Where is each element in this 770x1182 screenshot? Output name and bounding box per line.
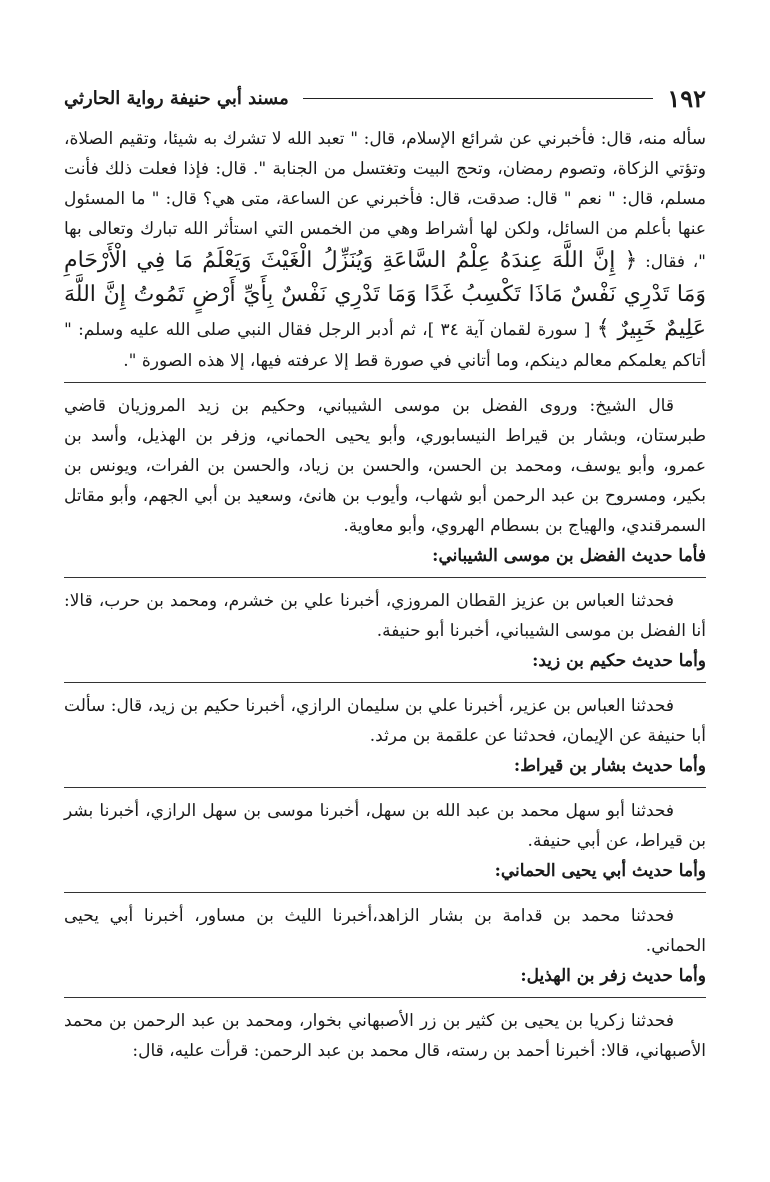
hadith-text [64,124,706,376]
chain-section [64,541,706,646]
section-divider [64,787,706,788]
quran-verse: ﴿ إِنَّ اللَّهَ عِندَهُ عِلْمُ السَّاعَةِ وَيُنَزِّلُ الْغَيْثَ وَيَعْلَمُ مَا فِي الْأَرْحَامِ وَمَا تَدْرِي نَفْسٌ مَاذَا تَكْسِبُ غَدًا وَمَا تَدْرِي نَفْسٌ بِأَيِّ أَرْضٍ تَمُوتُ إِنَّ اللَّهَ عَلِيمٌ خَبِيرٌ ﴾ [64,248,706,341]
section-divider [64,577,706,578]
book-title: مسند أبي حنيفة رواية الحارثي [64,87,289,109]
chain-section [64,856,706,961]
chain-section [64,751,706,856]
section-divider [64,382,706,383]
chain-section [64,961,706,1066]
section-body: فحدثنا العباس بن عزيز القطان المروزي، أخبرنا علي بن خشرم، ومحمد بن حرب، قالا: أنا الفضل بن موسى الشيباني، أخبرنا أبو حنيفة. [64,591,706,641]
hadith-text-part-1: سأله منه، قال: فأخبرني عن شرائع الإسلام، قال: " تعبد الله لا تشرك به شيئا، وتقيم الصلاة، وتؤتي الزكاة، وتصوم رمضان، وتحج البيت وتغتسل من الجنابة ". قال: فإذا فعلت ذلك فأنت مسلم، قال: " نعم " قال: صدقت، قال: فأخبرني عن الساعة، متى هي؟ قال: " ما المسئول عنها بأعلم من السائل، ولكن لها أشراط وهي من الخمس التي استأثر الله تبارك وتعالى بها "، فقال: [64,129,706,272]
section-divider [64,892,706,893]
section-title: فأما حديث الفضل بن موسى الشيباني: [432,546,706,566]
hadith-text-part-2: [ سورة لقمان آية ٣٤ ]، ثم أدبر الرجل فقال النبي صلى الله عليه وسلم: " أتاكم يعلمكم معالم دينكم، وما أتاني في صورة قط إلا عرفته فيها، إلا هذه الصورة ". [64,320,706,371]
section-title: وأما حديث حكيم بن زيد: [532,651,706,671]
section-body: فحدثنا زكريا بن يحيى بن كثير بن زر الأصبهاني بخوار، ومحمد بن عبد الرحمن بن محمد الأصبهاني، قالا: أخبرنا أحمد بن رسته، قال محمد بن عبد الرحمن: قرأت عليه، قال: [64,1011,706,1061]
page-header [64,78,706,118]
section-title: وأما حديث زفر بن الهذيل: [520,966,706,986]
section-title: وأما حديث بشار بن قيراط: [513,756,706,776]
header-rule [303,98,654,99]
section-divider [64,682,706,683]
section-divider [64,997,706,998]
narrators-paragraph: قال الشيخ: وروى الفضل بن موسى الشيباني، وحكيم بن زيد المروزيان قاضي طبرستان، وبشار بن قيراط النيسابوري، وأبو يحيى الحماني، وزفر بن الهذيل، وأسد بن عمرو، وأبو يوسف، ومحمد بن الحسن، والحسن بن زياد، والحسن بن الفرات، ويونس بن بكير، ومسروح بن عبد الرحمن أبو شهاب، وأيوب بن هانئ، وسعيد بن أبي الجهم، وأبو مقاتل السمرقندي، والهياج بن بسطام الهروي، وأبو معاوية. [64,396,706,536]
page-number: ١٩٢ [667,83,706,113]
section-title: وأما حديث أبي يحيى الحماني: [494,861,706,881]
chain-section [64,646,706,751]
section-body: فحدثنا أبو سهل محمد بن عبد الله بن سهل، أخبرنا موسى بن سهل الرازي، أخبرنا بشر بن قيراط، عن أبي حنيفة. [64,801,706,851]
section-body: فحدثنا العباس بن عزير، أخبرنا علي بن سليمان الرازي، أخبرنا حكيم بن زيد، قال: سألت أبا حنيفة عن الإيمان، فحدثنا عن علقمة بن مرثد. [64,696,706,746]
section-body: فحدثنا محمد بن قدامة بن بشار الزاهد،أخبرنا الليث بن مساور، أخبرنا أبي يحيى الحماني. [64,906,706,956]
page-content [64,124,706,1066]
